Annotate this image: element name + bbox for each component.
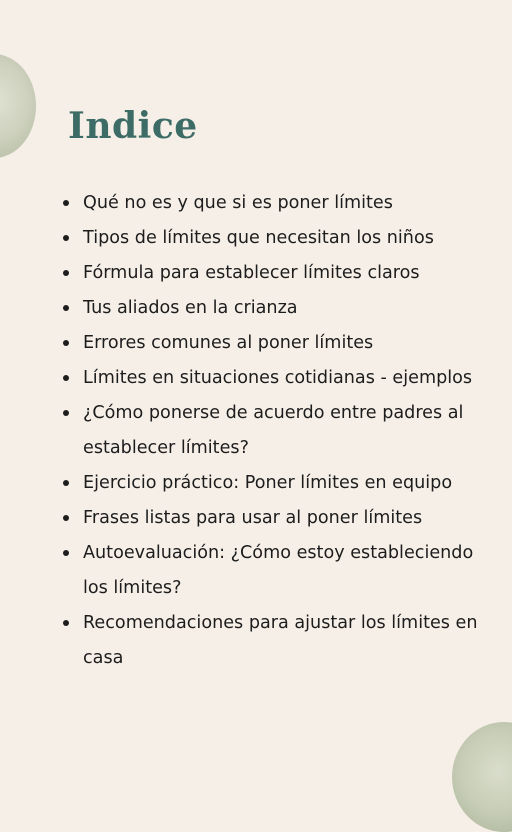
toc-item-label: Autoevaluación: ¿Cómo estoy estableciendo los límites? [83,543,474,598]
toc-item [60,396,480,466]
toc-item-label: ¿Cómo ponerse de acuerdo entre padres al establecer límites? [83,403,464,458]
toc-item [60,361,480,396]
bullet-icon [63,200,69,206]
bullet-icon [63,620,69,626]
toc-item [60,291,480,326]
toc-item [60,466,480,501]
toc-item-label: Fórmula para establecer límites claros [83,263,420,283]
toc-item [60,326,480,361]
toc-item-label: Recomendaciones para ajustar los límites en casa [83,613,478,668]
table-of-contents [60,186,480,676]
toc-item-label: Frases listas para usar al poner límites [83,508,423,528]
bullet-icon [63,550,69,556]
bullet-icon [63,515,69,521]
decorative-watercolor-blob-bottom [452,722,512,832]
toc-item [60,536,480,606]
toc-item-label: Límites en situaciones cotidianas - ejemplos [83,368,473,388]
toc-item [60,256,480,291]
toc-item-label: Tus aliados en la crianza [83,298,298,318]
toc-item [60,221,480,256]
toc-item-label: Tipos de límites que necesitan los niños [83,228,434,248]
bullet-icon [63,375,69,381]
decorative-watercolor-blob-top [0,54,36,158]
bullet-icon [63,270,69,276]
bullet-icon [63,410,69,416]
toc-item [60,186,480,221]
bullet-icon [63,340,69,346]
toc-item [60,606,480,676]
page-title: Indice [68,105,198,147]
toc-item-label: Qué no es y que si es poner límites [83,193,393,213]
bullet-icon [63,480,69,486]
toc-item-label: Ejercicio práctico: Poner límites en equipo [83,473,453,493]
toc-item-label: Errores comunes al poner límites [83,333,374,353]
bullet-icon [63,235,69,241]
toc-item [60,501,480,536]
bullet-icon [63,305,69,311]
